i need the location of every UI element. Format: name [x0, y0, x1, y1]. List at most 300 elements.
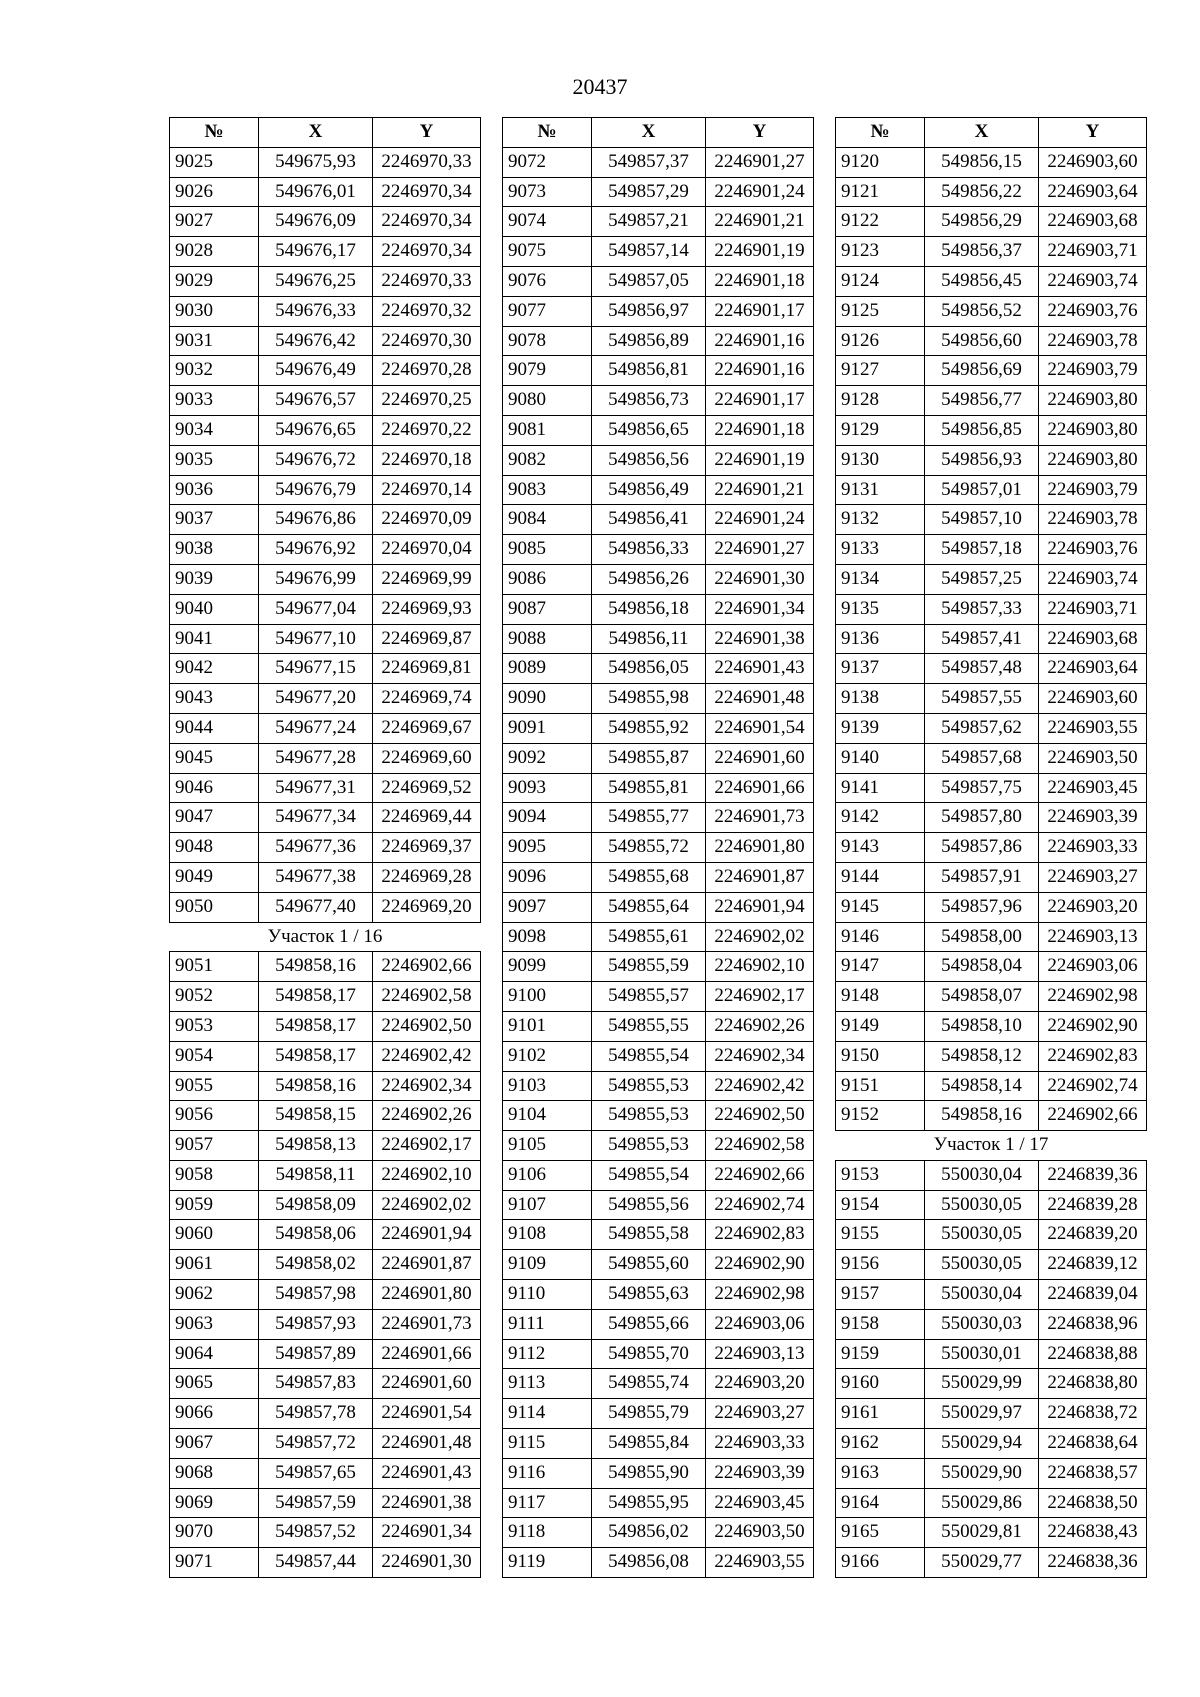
- x-coordinate: 549855,56: [592, 1190, 706, 1220]
- point-number: 9049: [170, 862, 259, 892]
- y-coordinate: 2246901,38: [373, 1488, 481, 1518]
- table-row: [503, 1369, 814, 1399]
- point-number: 9125: [836, 296, 925, 326]
- y-coordinate: 2246969,44: [373, 803, 481, 833]
- point-number: 9147: [836, 952, 925, 982]
- y-coordinate: 2246902,74: [706, 1190, 814, 1220]
- table-row: [170, 266, 481, 296]
- y-coordinate: 2246901,48: [373, 1429, 481, 1459]
- point-number: 9133: [836, 535, 925, 565]
- point-number: 9157: [836, 1280, 925, 1310]
- table-row: [170, 654, 481, 684]
- y-coordinate: 2246902,17: [373, 1131, 481, 1161]
- table-row: [503, 475, 814, 505]
- x-coordinate: 549856,41: [592, 505, 706, 535]
- y-coordinate: 2246838,50: [1039, 1488, 1147, 1518]
- point-number: 9042: [170, 654, 259, 684]
- y-coordinate: 2246970,04: [373, 535, 481, 565]
- header-x: X: [592, 118, 706, 148]
- x-coordinate: 549858,10: [925, 1011, 1039, 1041]
- y-coordinate: 2246903,60: [1039, 684, 1147, 714]
- x-coordinate: 549855,63: [592, 1280, 706, 1310]
- table-row: [170, 1280, 481, 1310]
- x-coordinate: 549857,05: [592, 266, 706, 296]
- x-coordinate: 549855,60: [592, 1250, 706, 1280]
- table-row: [503, 564, 814, 594]
- x-coordinate: 549855,53: [592, 1101, 706, 1131]
- y-coordinate: 2246902,42: [373, 1041, 481, 1071]
- x-coordinate: 549677,15: [259, 654, 373, 684]
- table-row: [836, 624, 1147, 654]
- y-coordinate: 2246902,50: [373, 1011, 481, 1041]
- y-coordinate: 2246902,83: [706, 1220, 814, 1250]
- point-number: 9068: [170, 1458, 259, 1488]
- x-coordinate: 549677,31: [259, 773, 373, 803]
- y-coordinate: 2246901,66: [373, 1339, 481, 1369]
- x-coordinate: 549676,33: [259, 296, 373, 326]
- table-row: [170, 594, 481, 624]
- point-number: 9161: [836, 1399, 925, 1429]
- point-number: 9034: [170, 415, 259, 445]
- y-coordinate: 2246901,27: [706, 535, 814, 565]
- point-number: 9095: [503, 833, 592, 863]
- y-coordinate: 2246901,43: [373, 1458, 481, 1488]
- table-row: [503, 296, 814, 326]
- point-number: 9127: [836, 356, 925, 386]
- x-coordinate: 549855,79: [592, 1399, 706, 1429]
- x-coordinate: 549856,05: [592, 654, 706, 684]
- y-coordinate: 2246969,60: [373, 743, 481, 773]
- point-number: 9081: [503, 415, 592, 445]
- y-coordinate: 2246901,94: [373, 1220, 481, 1250]
- table-row: [503, 594, 814, 624]
- table-row: [503, 415, 814, 445]
- table-row: [836, 505, 1147, 535]
- y-coordinate: 2246901,87: [706, 862, 814, 892]
- y-coordinate: 2246902,66: [373, 952, 481, 982]
- point-number: 9035: [170, 445, 259, 475]
- y-coordinate: 2246901,48: [706, 684, 814, 714]
- table-row: [836, 1399, 1147, 1429]
- point-number: 9078: [503, 326, 592, 356]
- x-coordinate: 549857,48: [925, 654, 1039, 684]
- table-row: [836, 773, 1147, 803]
- x-coordinate: 549858,11: [259, 1160, 373, 1190]
- x-coordinate: 549676,01: [259, 177, 373, 207]
- point-number: 9043: [170, 684, 259, 714]
- table-row: [170, 445, 481, 475]
- y-coordinate: 2246903,45: [706, 1488, 814, 1518]
- table-row: [170, 356, 481, 386]
- point-number: 9165: [836, 1518, 925, 1548]
- table-row: [503, 505, 814, 535]
- table-row: [503, 1071, 814, 1101]
- point-number: 9073: [503, 177, 592, 207]
- y-coordinate: 2246969,20: [373, 892, 481, 922]
- point-number: 9055: [170, 1071, 259, 1101]
- y-coordinate: 2246901,87: [373, 1250, 481, 1280]
- x-coordinate: 549855,72: [592, 833, 706, 863]
- x-coordinate: 549676,25: [259, 266, 373, 296]
- y-coordinate: 2246970,32: [373, 296, 481, 326]
- x-coordinate: 549857,62: [925, 713, 1039, 743]
- point-number: 9089: [503, 654, 592, 684]
- y-coordinate: 2246903,06: [706, 1309, 814, 1339]
- x-coordinate: 549855,92: [592, 713, 706, 743]
- section-label: Участок 1 / 16: [170, 922, 481, 952]
- y-coordinate: 2246969,81: [373, 654, 481, 684]
- point-number: 9145: [836, 892, 925, 922]
- table-row: [170, 177, 481, 207]
- point-number: 9118: [503, 1518, 592, 1548]
- point-number: 9124: [836, 266, 925, 296]
- table-row: [503, 952, 814, 982]
- x-coordinate: 549858,16: [925, 1101, 1039, 1131]
- y-coordinate: 2246901,60: [706, 743, 814, 773]
- point-number: 9066: [170, 1399, 259, 1429]
- y-coordinate: 2246903,39: [1039, 803, 1147, 833]
- y-coordinate: 2246970,28: [373, 356, 481, 386]
- x-coordinate: 549857,91: [925, 862, 1039, 892]
- section-label: Участок 1 / 17: [836, 1131, 1147, 1161]
- table-header-row: [836, 118, 1147, 148]
- y-coordinate: 2246838,96: [1039, 1309, 1147, 1339]
- x-coordinate: 549858,17: [259, 1041, 373, 1071]
- table-row: [503, 862, 814, 892]
- x-coordinate: 549856,08: [592, 1548, 706, 1578]
- x-coordinate: 549676,99: [259, 564, 373, 594]
- x-coordinate: 549856,69: [925, 356, 1039, 386]
- table-row: [836, 1220, 1147, 1250]
- point-number: 9136: [836, 624, 925, 654]
- x-coordinate: 550029,94: [925, 1429, 1039, 1459]
- y-coordinate: 2246901,38: [706, 624, 814, 654]
- y-coordinate: 2246903,80: [1039, 386, 1147, 416]
- x-coordinate: 549676,57: [259, 386, 373, 416]
- table-row: [170, 326, 481, 356]
- y-coordinate: 2246901,34: [706, 594, 814, 624]
- x-coordinate: 549858,12: [925, 1041, 1039, 1071]
- x-coordinate: 549676,92: [259, 535, 373, 565]
- table-row: [836, 1339, 1147, 1369]
- y-coordinate: 2246901,24: [706, 177, 814, 207]
- x-coordinate: 549856,11: [592, 624, 706, 654]
- y-coordinate: 2246901,17: [706, 296, 814, 326]
- point-number: 9069: [170, 1488, 259, 1518]
- y-coordinate: 2246970,34: [373, 237, 481, 267]
- x-coordinate: 549856,93: [925, 445, 1039, 475]
- x-coordinate: 549856,97: [592, 296, 706, 326]
- x-coordinate: 549857,33: [925, 594, 1039, 624]
- table-row: [170, 1548, 481, 1578]
- table-row: [836, 833, 1147, 863]
- table-row: [836, 1548, 1147, 1578]
- x-coordinate: 549676,49: [259, 356, 373, 386]
- point-number: 9061: [170, 1250, 259, 1280]
- y-coordinate: 2246902,17: [706, 982, 814, 1012]
- coordinates-table-1: [169, 117, 481, 1578]
- y-coordinate: 2246838,36: [1039, 1548, 1147, 1578]
- x-coordinate: 549677,38: [259, 862, 373, 892]
- y-coordinate: 2246970,22: [373, 415, 481, 445]
- y-coordinate: 2246902,34: [373, 1071, 481, 1101]
- point-number: 9099: [503, 952, 592, 982]
- table-row: [503, 1190, 814, 1220]
- x-coordinate: 549676,17: [259, 237, 373, 267]
- point-number: 9137: [836, 654, 925, 684]
- x-coordinate: 549677,34: [259, 803, 373, 833]
- point-number: 9094: [503, 803, 592, 833]
- point-number: 9033: [170, 386, 259, 416]
- table-row: [170, 1220, 481, 1250]
- point-number: 9107: [503, 1190, 592, 1220]
- table-row: [170, 1488, 481, 1518]
- x-coordinate: 549855,59: [592, 952, 706, 982]
- y-coordinate: 2246902,10: [706, 952, 814, 982]
- x-coordinate: 549856,22: [925, 177, 1039, 207]
- table-row: [836, 654, 1147, 684]
- x-coordinate: 549858,09: [259, 1190, 373, 1220]
- y-coordinate: 2246903,33: [706, 1429, 814, 1459]
- x-coordinate: 549857,83: [259, 1369, 373, 1399]
- y-coordinate: 2246903,74: [1039, 266, 1147, 296]
- y-coordinate: 2246903,60: [1039, 147, 1147, 177]
- x-coordinate: 549858,15: [259, 1101, 373, 1131]
- y-coordinate: 2246903,50: [1039, 743, 1147, 773]
- y-coordinate: 2246901,54: [706, 713, 814, 743]
- x-coordinate: 549857,10: [925, 505, 1039, 535]
- table-row: [503, 535, 814, 565]
- x-coordinate: 549857,18: [925, 535, 1039, 565]
- y-coordinate: 2246969,99: [373, 564, 481, 594]
- table-row: [836, 743, 1147, 773]
- point-number: 9110: [503, 1280, 592, 1310]
- x-coordinate: 549857,44: [259, 1548, 373, 1578]
- point-number: 9084: [503, 505, 592, 535]
- y-coordinate: 2246903,27: [706, 1399, 814, 1429]
- y-coordinate: 2246969,93: [373, 594, 481, 624]
- table-row: [170, 505, 481, 535]
- table-row: [170, 1309, 481, 1339]
- y-coordinate: 2246903,68: [1039, 624, 1147, 654]
- x-coordinate: 549856,56: [592, 445, 706, 475]
- x-coordinate: 549856,29: [925, 207, 1039, 237]
- x-coordinate: 549855,53: [592, 1071, 706, 1101]
- x-coordinate: 549855,90: [592, 1458, 706, 1488]
- x-coordinate: 549857,29: [592, 177, 706, 207]
- point-number: 9058: [170, 1160, 259, 1190]
- point-number: 9070: [170, 1518, 259, 1548]
- table-row: [170, 1250, 481, 1280]
- y-coordinate: 2246902,26: [373, 1101, 481, 1131]
- point-number: 9131: [836, 475, 925, 505]
- table-row: [503, 1518, 814, 1548]
- point-number: 9048: [170, 833, 259, 863]
- y-coordinate: 2246838,88: [1039, 1339, 1147, 1369]
- table-row: [170, 535, 481, 565]
- table-row: [836, 266, 1147, 296]
- y-coordinate: 2246902,90: [706, 1250, 814, 1280]
- table-row: [170, 743, 481, 773]
- table-row: [170, 1131, 481, 1161]
- point-number: 9065: [170, 1369, 259, 1399]
- header-num: №: [503, 118, 592, 148]
- table-row: [836, 535, 1147, 565]
- point-number: 9053: [170, 1011, 259, 1041]
- table-header-row: [170, 118, 481, 148]
- table-row: [503, 773, 814, 803]
- table-row: [503, 654, 814, 684]
- point-number: 9038: [170, 535, 259, 565]
- x-coordinate: 549856,60: [925, 326, 1039, 356]
- x-coordinate: 549856,49: [592, 475, 706, 505]
- x-coordinate: 549858,13: [259, 1131, 373, 1161]
- y-coordinate: 2246901,94: [706, 892, 814, 922]
- table-row: [170, 1369, 481, 1399]
- x-coordinate: 549858,16: [259, 1071, 373, 1101]
- y-coordinate: 2246970,33: [373, 266, 481, 296]
- table-row: [170, 147, 481, 177]
- x-coordinate: 549855,64: [592, 892, 706, 922]
- x-coordinate: 549677,10: [259, 624, 373, 654]
- x-coordinate: 549856,81: [592, 356, 706, 386]
- point-number: 9155: [836, 1220, 925, 1250]
- x-coordinate: 549858,17: [259, 982, 373, 1012]
- point-number: 9108: [503, 1220, 592, 1250]
- point-number: 9027: [170, 207, 259, 237]
- table-row: [836, 1488, 1147, 1518]
- y-coordinate: 2246902,90: [1039, 1011, 1147, 1041]
- y-coordinate: 2246902,74: [1039, 1071, 1147, 1101]
- x-coordinate: 550030,04: [925, 1280, 1039, 1310]
- y-coordinate: 2246902,66: [1039, 1101, 1147, 1131]
- table-row: [503, 1309, 814, 1339]
- y-coordinate: 2246838,80: [1039, 1369, 1147, 1399]
- x-coordinate: 549858,07: [925, 982, 1039, 1012]
- y-coordinate: 2246902,34: [706, 1041, 814, 1071]
- y-coordinate: 2246902,42: [706, 1071, 814, 1101]
- point-number: 9046: [170, 773, 259, 803]
- table-row: [836, 445, 1147, 475]
- section-row: [170, 922, 481, 952]
- table-row: [170, 1399, 481, 1429]
- x-coordinate: 549856,77: [925, 386, 1039, 416]
- point-number: 9041: [170, 624, 259, 654]
- x-coordinate: 549677,04: [259, 594, 373, 624]
- point-number: 9076: [503, 266, 592, 296]
- point-number: 9163: [836, 1458, 925, 1488]
- y-coordinate: 2246970,25: [373, 386, 481, 416]
- y-coordinate: 2246901,80: [373, 1280, 481, 1310]
- table-row: [503, 207, 814, 237]
- x-coordinate: 549855,61: [592, 922, 706, 952]
- x-coordinate: 549855,54: [592, 1160, 706, 1190]
- point-number: 9090: [503, 684, 592, 714]
- point-number: 9128: [836, 386, 925, 416]
- x-coordinate: 549857,86: [925, 833, 1039, 863]
- y-coordinate: 2246903,13: [706, 1339, 814, 1369]
- point-number: 9067: [170, 1429, 259, 1459]
- section-row: [836, 1131, 1147, 1161]
- table-row: [170, 1071, 481, 1101]
- x-coordinate: 549677,40: [259, 892, 373, 922]
- table-row: [170, 1458, 481, 1488]
- table-row: [170, 1190, 481, 1220]
- point-number: 9114: [503, 1399, 592, 1429]
- x-coordinate: 549858,00: [925, 922, 1039, 952]
- table-row: [836, 207, 1147, 237]
- table-row: [836, 1160, 1147, 1190]
- x-coordinate: 549857,89: [259, 1339, 373, 1369]
- x-coordinate: 549677,24: [259, 713, 373, 743]
- x-coordinate: 550029,77: [925, 1548, 1039, 1578]
- x-coordinate: 550030,03: [925, 1309, 1039, 1339]
- x-coordinate: 549855,53: [592, 1131, 706, 1161]
- y-coordinate: 2246901,73: [706, 803, 814, 833]
- header-num: №: [170, 118, 259, 148]
- point-number: 9080: [503, 386, 592, 416]
- point-number: 9060: [170, 1220, 259, 1250]
- y-coordinate: 2246969,67: [373, 713, 481, 743]
- y-coordinate: 2246903,80: [1039, 445, 1147, 475]
- table-row: [836, 922, 1147, 952]
- y-coordinate: 2246970,34: [373, 207, 481, 237]
- x-coordinate: 549855,74: [592, 1369, 706, 1399]
- point-number: 9146: [836, 922, 925, 952]
- y-coordinate: 2246903,64: [1039, 654, 1147, 684]
- y-coordinate: 2246903,71: [1039, 237, 1147, 267]
- x-coordinate: 549857,37: [592, 147, 706, 177]
- point-number: 9075: [503, 237, 592, 267]
- x-coordinate: 549855,81: [592, 773, 706, 803]
- table-row: [503, 356, 814, 386]
- table-row: [836, 1250, 1147, 1280]
- y-coordinate: 2246903,76: [1039, 535, 1147, 565]
- x-coordinate: 550029,99: [925, 1369, 1039, 1399]
- table-row: [503, 1101, 814, 1131]
- x-coordinate: 549855,95: [592, 1488, 706, 1518]
- y-coordinate: 2246902,50: [706, 1101, 814, 1131]
- x-coordinate: 549857,41: [925, 624, 1039, 654]
- table-row: [503, 1280, 814, 1310]
- point-number: 9126: [836, 326, 925, 356]
- y-coordinate: 2246901,30: [706, 564, 814, 594]
- table-row: [503, 266, 814, 296]
- x-coordinate: 549857,01: [925, 475, 1039, 505]
- x-coordinate: 549856,65: [592, 415, 706, 445]
- table-row: [836, 386, 1147, 416]
- header-y: Y: [706, 118, 814, 148]
- header-y: Y: [1039, 118, 1147, 148]
- point-number: 9152: [836, 1101, 925, 1131]
- x-coordinate: 549857,52: [259, 1518, 373, 1548]
- y-coordinate: 2246839,12: [1039, 1250, 1147, 1280]
- table-row: [170, 803, 481, 833]
- table-row: [503, 624, 814, 654]
- table-row: [836, 982, 1147, 1012]
- point-number: 9122: [836, 207, 925, 237]
- y-coordinate: 2246902,98: [706, 1280, 814, 1310]
- table-row: [503, 743, 814, 773]
- table-row: [836, 147, 1147, 177]
- point-number: 9072: [503, 147, 592, 177]
- y-coordinate: 2246903,55: [706, 1548, 814, 1578]
- point-number: 9149: [836, 1011, 925, 1041]
- x-coordinate: 549857,72: [259, 1429, 373, 1459]
- x-coordinate: 549857,78: [259, 1399, 373, 1429]
- point-number: 9074: [503, 207, 592, 237]
- x-coordinate: 549857,25: [925, 564, 1039, 594]
